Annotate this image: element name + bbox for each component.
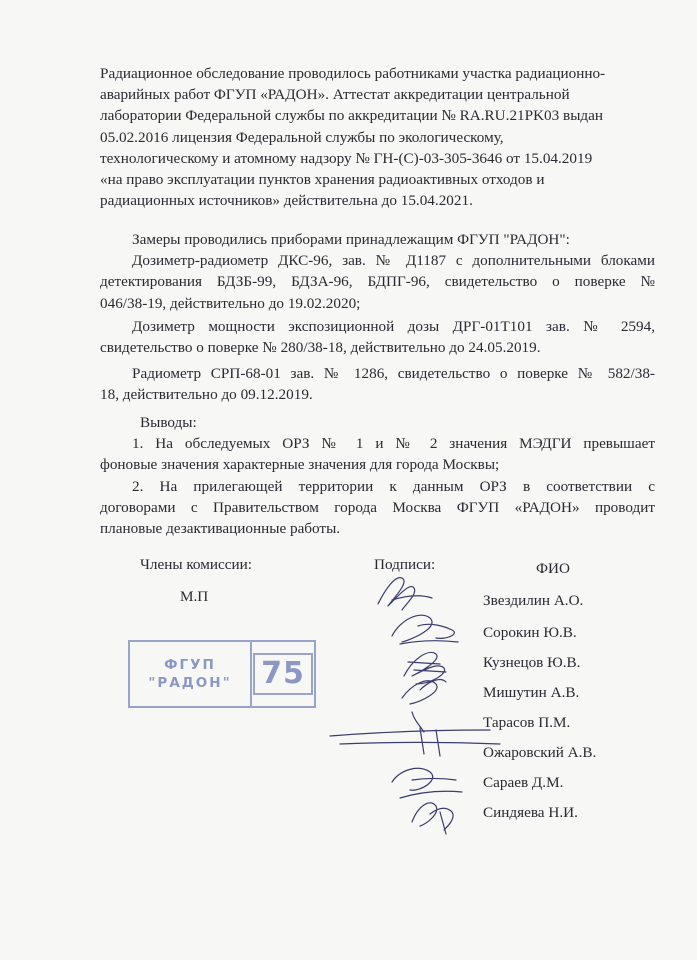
- signature-7: [412, 803, 453, 834]
- member-name: Тарасов П.М.: [483, 714, 571, 731]
- text-line: договорами с Правительством города Москва ФГУП «РАДОН» проводит: [100, 498, 655, 516]
- text-line: радиационных источников» действительна до 15.04.2021.: [100, 192, 473, 210]
- stamp-line1: ФГУП: [164, 657, 216, 673]
- signature-1: [378, 578, 432, 610]
- signature-2: [392, 615, 458, 644]
- text-line: Радиационное обследование проводилось работниками участка радиационно-: [100, 65, 606, 82]
- member-name: Мишутин А.В.: [483, 684, 580, 701]
- signatures-label: Подписи:: [374, 556, 436, 573]
- members-label: Члены комиссии:: [140, 556, 252, 573]
- text-line: «на право эксплуатации пунктов хранения радиоактивных отходов и: [100, 171, 545, 189]
- text-line: свидетельство о поверке № 280/38-18, действительно до 24.05.2019.: [100, 339, 541, 357]
- text-line: аварийных работ ФГУП «РАДОН». Аттестат аккредитации центральной: [100, 86, 570, 104]
- text-line: 046/38-19, действительно до 19.02.2020;: [100, 294, 361, 312]
- member-name: Кузнецов Ю.В.: [483, 654, 581, 671]
- member-name: Звездилин А.О.: [483, 592, 584, 609]
- text-line: плановые дезактивационные работы.: [100, 520, 341, 538]
- text-line: Радиометр СРП-68-01 зав. № 1286, свидетельство о поверке № 582/38-: [132, 365, 655, 382]
- member-name: Ожаровский А.В.: [483, 744, 597, 761]
- text-line: 05.02.2016 лицензия Федеральной службы по экологическому,: [100, 128, 504, 146]
- seal-label: М.П: [180, 588, 209, 605]
- text-line: 18, действительно до 09.12.2019.: [100, 386, 313, 404]
- signature-6: [392, 768, 462, 798]
- text-line: 1. На обследуемых ОРЗ № 1 и № 2 значения МЭДГИ превышает: [132, 435, 655, 453]
- fio-label: ФИО: [536, 560, 570, 577]
- member-name: Сорокин Ю.В.: [483, 624, 577, 641]
- text-line: Дозиметр мощности экспозиционной дозы ДРГ-01Т101 зав. № 2594,: [132, 318, 655, 335]
- member-name: Синдяева Н.И.: [483, 804, 578, 821]
- signature-4: [402, 680, 446, 732]
- signature-5: [330, 728, 500, 756]
- conclusions-title: Выводы:: [140, 414, 197, 431]
- text-line: Дозиметр-радиометр ДКС-96, зав. № Д1187 с дополнительными блоками: [132, 252, 655, 270]
- stamp-line2: "РАДОН": [148, 675, 232, 691]
- text-line: технологическому и атомному надзору № ГН-(С)-03-305-3646 от 15.04.2019: [100, 149, 593, 167]
- member-name: Сараев Д.М.: [483, 774, 564, 791]
- devices-intro: Замеры проводились приборами принадлежащим ФГУП "РАДОН":: [132, 231, 570, 248]
- text-line: фоновые значения характерные значения для города Москвы;: [100, 456, 500, 474]
- text-line: лаборатории Федеральной службы по аккредитации № RA.RU.21PK03 выдан: [100, 107, 604, 125]
- text-line: детектирования БДЗБ-99, БДЗА-96, БДПГ-96, свидетельство о поверке №: [100, 273, 655, 291]
- text-line: 2. На прилегающей территории к данным ОРЗ в соответствии с: [132, 477, 655, 495]
- stamp-number: 75: [253, 653, 313, 695]
